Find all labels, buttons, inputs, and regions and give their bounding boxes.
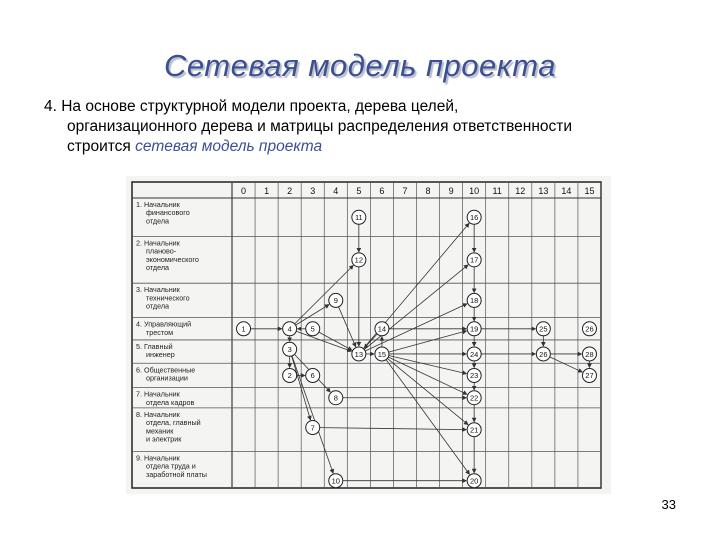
event-node-label: 12 <box>354 255 364 265</box>
event-node-label: 11 <box>354 213 363 223</box>
event-node-label: 8 <box>333 393 338 403</box>
paragraph-emphasis: сетевая модель проекта <box>135 138 323 155</box>
row-label: 6. Общественные <box>136 365 196 375</box>
event-node-label: 1 <box>241 324 246 334</box>
paragraph-line-2: организационного дерева и матрицы распределения ответственности <box>67 118 573 135</box>
paragraph-line-3 <box>44 137 694 157</box>
diagram-background <box>126 176 611 494</box>
event-node-label: 3 <box>287 345 292 355</box>
column-header: 1 <box>264 186 270 196</box>
column-header: 8 <box>425 186 431 196</box>
row-label: и электрик <box>146 434 182 444</box>
column-header: 10 <box>469 186 480 196</box>
row-label: отдела <box>146 263 170 273</box>
event-node-label: 2 <box>287 371 292 381</box>
row-label: инженер <box>146 350 175 360</box>
slide-title: Сетевая модель проекта <box>164 48 556 83</box>
column-header: 0 <box>241 186 247 196</box>
column-header: 4 <box>333 186 339 196</box>
row-label: 2. Начальник <box>136 238 180 248</box>
event-node-label: 23 <box>469 371 479 381</box>
event-node-label: 5 <box>310 324 315 334</box>
event-node-label: 13 <box>354 349 364 359</box>
column-header: 7 <box>402 186 408 196</box>
event-node-label: 15 <box>377 349 387 359</box>
row-label: 3. Начальник <box>136 285 180 295</box>
row-label: 4. Управляющий <box>136 319 192 329</box>
event-node-label: 20 <box>469 476 479 486</box>
row-label: 5. Главный <box>136 341 173 351</box>
row-label: планово- <box>146 246 177 256</box>
row-label: 7. Начальник <box>136 389 180 399</box>
row-label: отдела, главный <box>146 418 201 428</box>
row-label: трестом <box>146 327 174 337</box>
column-header: 11 <box>492 186 502 196</box>
row-label: 1. Начальник <box>136 200 180 209</box>
row-label: финансового <box>146 208 190 218</box>
event-node-label: 4 <box>287 324 292 334</box>
event-node-label: 7 <box>310 423 315 433</box>
row-label: технического <box>146 293 190 303</box>
paragraph-line-1: 4. На основе структурной модели проекта, дерева целей, <box>44 98 459 115</box>
column-header: 2 <box>287 186 293 196</box>
row-label: отдела труда и <box>146 461 196 471</box>
event-node-label: 19 <box>469 324 479 334</box>
row-label: отдела <box>146 216 170 226</box>
event-node-label: 10 <box>331 476 340 486</box>
paragraph-line-3-text: строится <box>67 138 136 155</box>
event-node-label: 27 <box>585 371 594 381</box>
network-diagram <box>126 176 611 494</box>
event-node-label: 14 <box>377 324 387 334</box>
event-node-label: 16 <box>469 213 479 223</box>
event-node-label: 9 <box>333 296 338 306</box>
event-node-label: 17 <box>469 255 479 265</box>
column-header: 6 <box>379 186 385 196</box>
column-header: 14 <box>561 186 572 196</box>
network-svg <box>126 176 611 494</box>
event-node-label: 24 <box>469 349 479 359</box>
row-label: отдела кадров <box>146 397 195 407</box>
event-node-label: 25 <box>539 324 548 334</box>
column-header: 5 <box>356 186 362 196</box>
row-label: организации <box>146 373 188 383</box>
row-label: экономического <box>146 254 199 264</box>
event-node-label: 22 <box>469 393 479 403</box>
body-paragraph <box>44 97 694 157</box>
column-header: 3 <box>310 186 316 196</box>
page-number: 33 <box>661 497 676 512</box>
row-label: механик <box>146 426 174 436</box>
column-header: 13 <box>538 186 549 196</box>
row-label: 8. Начальник <box>136 409 180 419</box>
event-node-label: 6 <box>310 371 315 381</box>
event-node-label: 28 <box>585 349 594 359</box>
event-node-label: 18 <box>469 296 479 306</box>
column-header: 15 <box>584 186 595 196</box>
column-header: 9 <box>448 186 454 196</box>
row-label: заработной платы <box>146 469 207 479</box>
column-header: 12 <box>515 186 526 196</box>
event-node-label: 21 <box>469 425 479 435</box>
event-node-label: 26 <box>539 349 548 359</box>
row-label: 9. Начальник <box>136 453 180 463</box>
row-label: отдела <box>146 301 170 311</box>
event-node-label: 26 <box>585 324 594 334</box>
